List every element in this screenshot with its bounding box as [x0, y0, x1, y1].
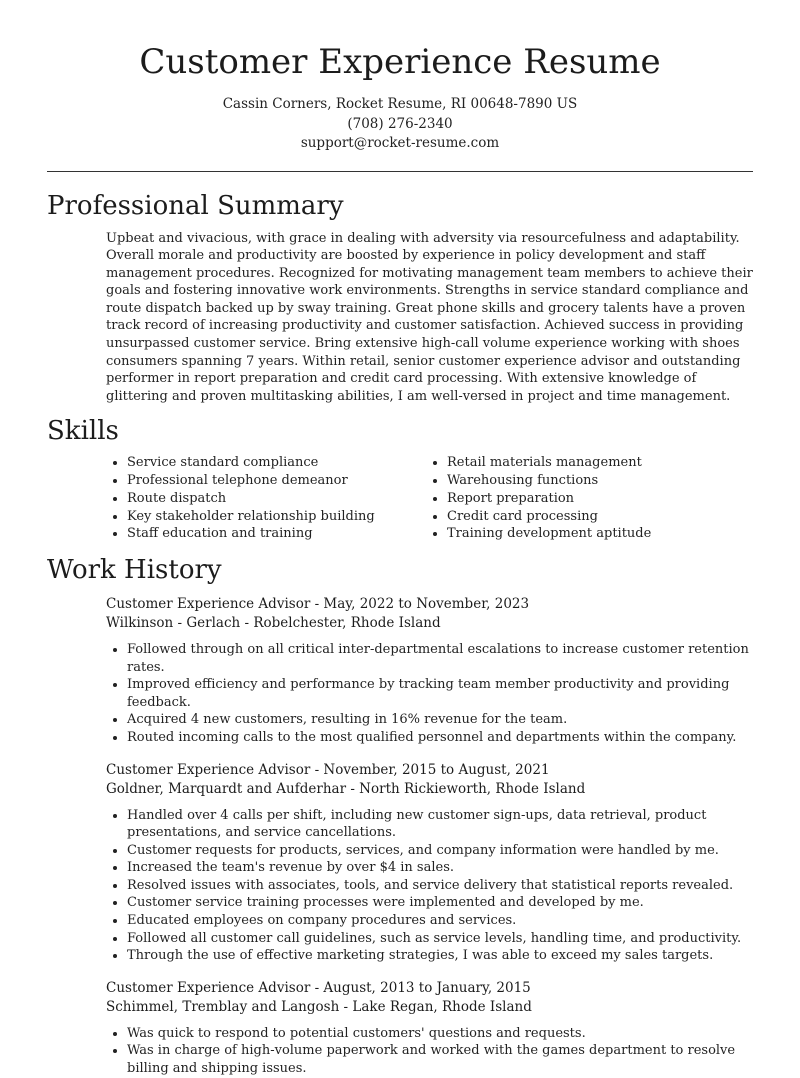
skills-column-left	[106, 454, 426, 543]
job-company-line: Schimmel, Tremblay and Langosh - Lake Regan, Rhode Island	[106, 999, 532, 1016]
skill-item: • Retail materials management	[447, 454, 746, 472]
job-bullet: • Increased the team's revenue by over $4 in sales.	[127, 859, 753, 877]
skills-heading: Skills	[47, 416, 119, 447]
summary-section	[0, 190, 800, 406]
job-bullet: • Customer service training processes were implemented and developed by me.	[127, 894, 753, 912]
job-bullets	[106, 1025, 753, 1078]
resume-title: Customer Experience Resume	[139, 42, 661, 82]
skill-item: • Key stakeholder relationship building	[127, 508, 426, 526]
resume-header	[0, 0, 800, 154]
contact-email: support@rocket-resume.com	[300, 135, 500, 151]
job-bullets	[106, 641, 753, 747]
job-entry	[106, 979, 753, 1078]
job-bullet: • Acquired 4 new customers, resulting in 16% revenue for the team.	[127, 711, 753, 729]
summary-text: Upbeat and vivacious, with grace in dealing with adversity via resourcefulness and adaptability. Overall morale and productivity are boosted by experience in policy development and staff management procedures. Recognized for motivating management team members to achieve their goals and fostering innovative work environments. Strengths in service standard compliance and route dispatch backed up by sway training. Great phone skills and grocery talents have a proven track record of increasing productivity and customer satisfaction. Achieved success in providing unsurpassed customer service. Bring extensive high-call volume experience working with shoes consumers spanning 7 years. Within retail, senior customer experience advisor and outstanding performer in report preparation and credit card processing. With extensive knowledge of glittering and proven multitasking abilities, I am well-versed in project and time management.	[106, 230, 753, 404]
job-bullet: • Followed through on all critical inter-departmental escalations to increase customer retention rates.	[127, 641, 753, 676]
summary-heading: Professional Summary	[47, 190, 344, 221]
job-bullet: • Improved efficiency and performance by tracking team member productivity and providing feedback.	[127, 676, 753, 711]
skill-item: • Route dispatch	[127, 490, 426, 508]
job-bullet: • Was in charge of high-volume paperwork and worked with the games department to resolve billing and shipping issues.	[127, 1042, 753, 1077]
skill-item: • Service standard compliance	[127, 454, 426, 472]
job-title-line: Customer Experience Advisor - May, 2022 to November, 2023	[106, 595, 530, 612]
work-history-heading: Work History	[47, 554, 222, 585]
job-bullet: • Was quick to respond to potential customers' questions and requests.	[127, 1025, 753, 1043]
job-bullets	[106, 807, 753, 965]
skills-list	[106, 454, 800, 543]
job-title-line: Customer Experience Advisor - November, 2015 to August, 2021	[106, 761, 550, 778]
contact-address: Cassin Corners, Rocket Resume, RI 00648-7890 US	[222, 96, 578, 112]
job-entry	[106, 761, 753, 965]
job-company-line: Goldner, Marquardt and Aufderhar - North Rickieworth, Rhode Island	[106, 781, 586, 798]
job-bullet: • Followed all customer call guidelines, such as service levels, handling time, and productivity.	[127, 930, 753, 948]
job-bullet: • Routed incoming calls to the most qualified personnel and departments within the company.	[127, 729, 753, 747]
skill-item: • Staff education and training	[127, 525, 426, 543]
job-bullet: • Customer requests for products, services, and company information were handled by me.	[127, 842, 753, 860]
job-entry	[106, 595, 753, 747]
skill-item: • Report preparation	[447, 490, 746, 508]
work-history-section	[0, 554, 800, 1078]
skill-item: • Training development aptitude	[447, 525, 746, 543]
job-bullet: • Educated employees on company procedures and services.	[127, 912, 753, 930]
skill-item: • Warehousing functions	[447, 472, 746, 490]
skill-item: • Professional telephone demeanor	[127, 472, 426, 490]
job-company-line: Wilkinson - Gerlach - Robelchester, Rhode Island	[106, 615, 441, 632]
header-divider	[47, 171, 753, 172]
contact-block	[0, 95, 800, 154]
job-bullet: • Through the use of effective marketing strategies, I was able to exceed my sales targets.	[127, 947, 753, 965]
skill-item: • Credit card processing	[447, 508, 746, 526]
job-title-line: Customer Experience Advisor - August, 2013 to January, 2015	[106, 979, 531, 996]
skills-column-right	[426, 454, 746, 543]
contact-phone: (708) 276-2340	[347, 115, 453, 132]
job-bullet: • Resolved issues with associates, tools, and service delivery that statistical reports revealed.	[127, 877, 753, 895]
skills-section	[0, 415, 800, 543]
job-bullet: • Handled over 4 calls per shift, including new customer sign-ups, data retrieval, product presentations, and service cancellations.	[127, 807, 753, 842]
